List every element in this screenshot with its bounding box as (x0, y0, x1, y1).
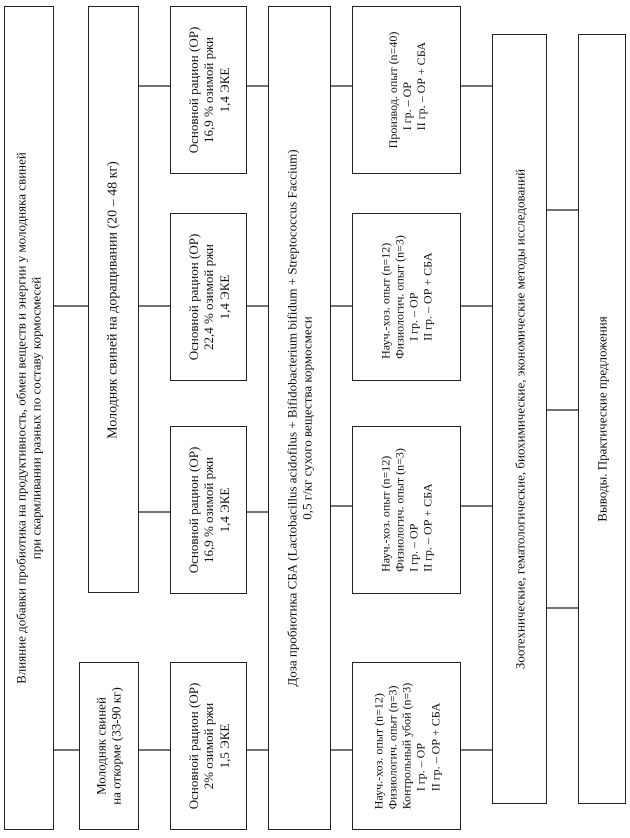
group-rearing-box (88, 6, 139, 593)
probiotic-dose-text (284, 149, 315, 686)
diet-3-line-2: 22,4 % озимой ржи (200, 243, 216, 351)
probiotic-dose-line-1: Доза пробиотика СБА (Lactobacillus acidofilus + Bifidobacterium bifidum + Streptococcus Faccium) (284, 149, 300, 687)
experiment-1-line-2: Физиологич. опыт (n=3) (385, 685, 400, 810)
experiment-1-line-1: Науч.-хоз. опыт (n=12) (371, 693, 386, 810)
experiment-4-line-1: Производ. опыт (n=40) (385, 31, 400, 149)
experiment-box-3 (352, 213, 461, 381)
diet-3-line-1: Основной рацион (ОР) (185, 233, 201, 361)
experiment-3-line-1: Науч.-хоз. опыт (n=12) (378, 242, 393, 359)
experiment-3-line-2: Физиологич. опыт (n=3) (392, 235, 407, 359)
diet-box-1 (170, 662, 247, 830)
group-fattening-label (94, 687, 125, 805)
diet-2-text (186, 447, 232, 574)
experiment-1-line-3: Контрольный убой (n=3) (399, 682, 414, 810)
experiment-1-line-4: I гр. – ОР (413, 743, 428, 792)
diet-box-2 (170, 426, 247, 594)
group-fattening-box (79, 662, 139, 830)
diet-2-line-1: Основной рацион (ОР) (185, 446, 201, 574)
experiment-3-text (378, 235, 435, 359)
diet-4-line-1: Основной рацион (ОР) (185, 26, 201, 154)
experiment-4-text (385, 32, 427, 149)
experiment-4-line-3: II гр. – ОР + СБА (413, 41, 428, 131)
methods-text: Зоотехнические, гематологические, биохимические, экономические методы исследований (511, 168, 527, 670)
experiment-box-2 (352, 426, 461, 594)
experiment-3-line-4: II гр. – ОР + СБА (420, 252, 435, 341)
diet-box-3 (170, 213, 247, 381)
conclusions-box (578, 34, 626, 804)
experiment-3-line-3: I гр. – ОР (406, 292, 421, 341)
experiment-4-line-2: I гр. – ОР (399, 82, 414, 131)
diet-1-text (186, 683, 232, 810)
diet-3-text (186, 234, 232, 361)
experiment-1-text (371, 683, 442, 810)
diet-1-line-1: Основной рацион (ОР) (185, 682, 201, 810)
experiment-box-1 (352, 662, 461, 830)
diet-2-line-2: 16,9 % озимой ржи (200, 456, 216, 564)
main-title-box (4, 6, 54, 830)
experiment-1-line-5: II гр. – ОР + СБА (427, 702, 442, 792)
experiment-2-line-4: II гр. – ОР + СБА (420, 483, 435, 572)
probiotic-dose-box (268, 6, 331, 830)
main-title-line-2: при скармливании разных по составу кормосмесей (29, 276, 44, 560)
group-fattening-line-1: Молодняк свиней (93, 697, 109, 795)
diet-4-line-3: 1,4 ЭКЕ (216, 67, 232, 113)
main-title-line-1: Влияние добавки пробиотика на продуктивность, обмен веществ и энергии у молодняка свиней (13, 152, 29, 684)
experiment-box-4 (352, 6, 461, 174)
conclusions-text: Выводы. Практические предложения (594, 316, 610, 522)
diet-1-line-3: 1,5 ЭКЕ (216, 723, 232, 769)
group-rearing-label: Молодняк свиней на доращивании (20 – 48 кг) (105, 160, 121, 439)
diet-4-text (186, 27, 232, 154)
diet-box-4 (170, 6, 247, 174)
group-fattening-line-2: на откорме (33-90 кг) (109, 687, 124, 805)
diet-1-line-2: 2% озимой ржи (200, 702, 216, 790)
experiment-2-line-3: I гр. – ОР (406, 523, 421, 572)
experiment-2-line-1: Науч.-хоз. опыт (n=12) (378, 455, 393, 572)
main-title (14, 152, 45, 684)
experiment-2-text (378, 448, 435, 572)
probiotic-dose-line-2: 0,5 г/кг сухого вещества кормосмеси (299, 316, 315, 520)
diet-3-line-3: 1,4 ЭКЕ (216, 274, 232, 320)
methods-box (492, 34, 547, 804)
experiment-2-line-2: Физиологич. опыт (n=3) (392, 448, 407, 572)
diet-2-line-3: 1,4 ЭКЕ (216, 487, 232, 533)
diet-4-line-2: 16,9 % озимой ржи (200, 36, 216, 144)
